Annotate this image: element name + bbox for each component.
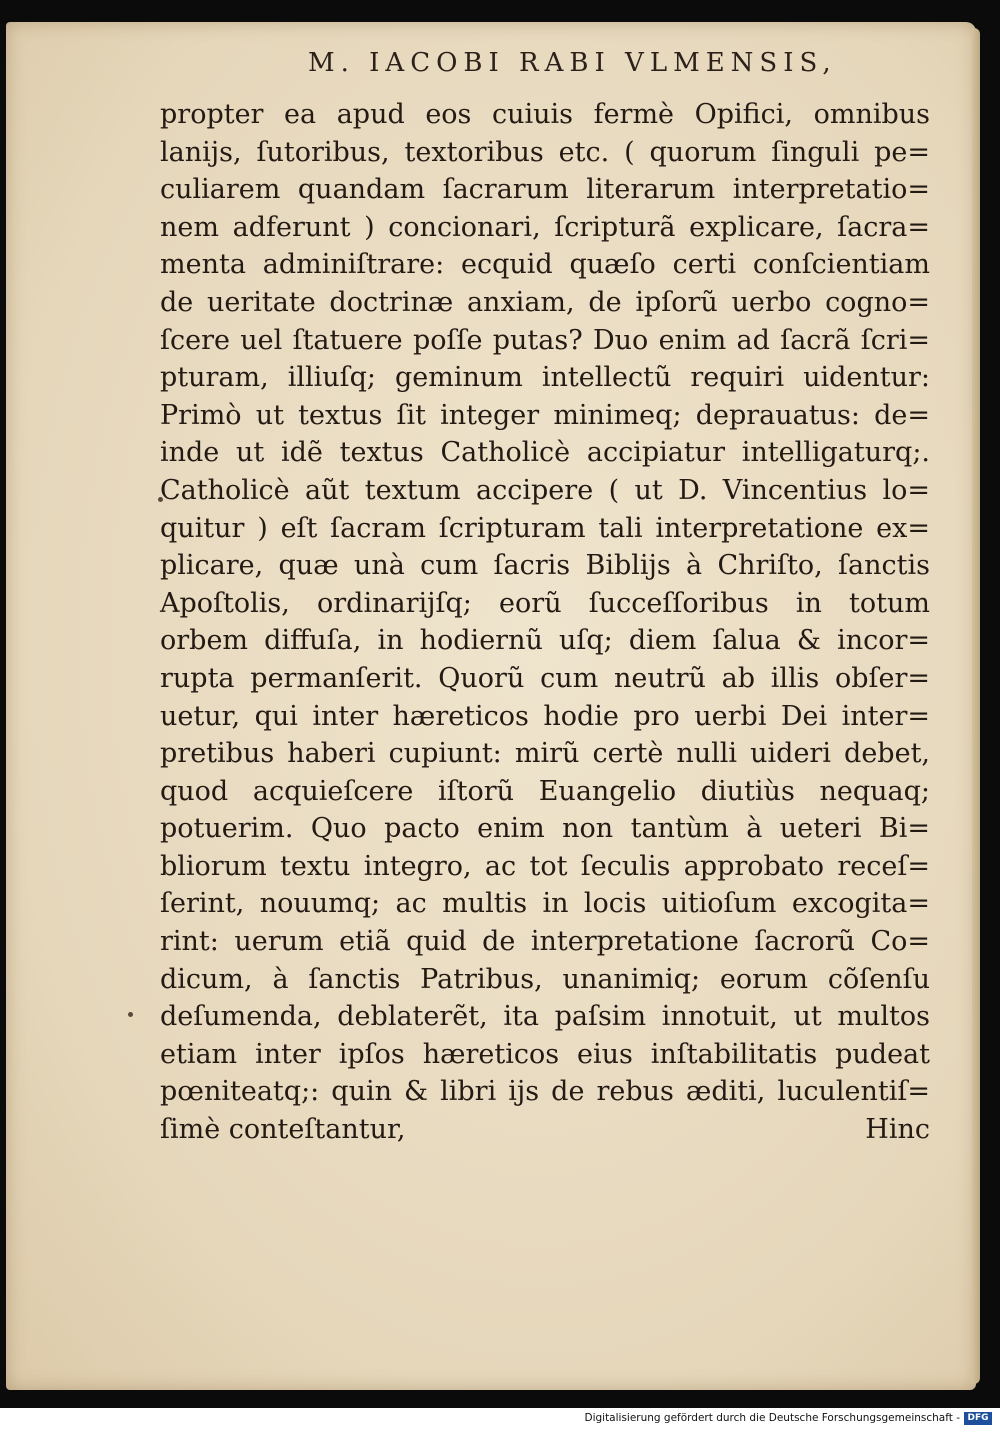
footer-bar [0,1408,1000,1430]
text-line: ſerint, nouumq; ac multis in locis uitioſum excogita= [160,888,930,920]
running-head: M. IACOBI RABI VLMENSIS, [308,48,837,78]
text-line: bliorum textu integro, ac tot ſeculis approbato receſ= [160,850,930,882]
text-line: quod acquieſcere iſtorũ Euangelio diutiùs nequaq; [160,775,930,807]
text-line: Apoſtolis, ordinarijſq; eorũ ſucceſſoribus in totum [160,587,930,619]
text-line: Catholicè aũt textum accipere ( ut D. Vincentius lo= [160,474,930,506]
text-line: uetur, qui inter hæreticos hodie pro uerbi Dei inter= [160,700,930,732]
text-line: orbem diffuſa, in hodiernũ uſq; diem ſalua & incor= [160,625,930,657]
text-line: quitur ) eſt ſacram ſcripturam tali interpretatione ex= [160,512,930,544]
text-line: plicare, quæ unà cum ſacris Biblijs à Chriſto, ſanctis [160,550,930,582]
text-line: culiarem quandam ſacrarum literarum interpretatio= [160,174,930,206]
text-line: de ueritate doctrinæ anxiam, de ipſorũ uerbo cogno= [160,286,930,318]
text-line: rupta permanſerit. Quorũ cum neutrũ ab illis obſer= [160,662,930,694]
text-line: potuerim. Quo pacto enim non tantùm à ueteri Bi= [160,813,930,845]
catchword: Hinc [865,1114,930,1146]
page-edge [972,28,980,1384]
text-line: ſcere uel ſtatuere poſſe putas? Duo enim ad ſacrã ſcri= [160,324,930,356]
text-line: propter ea apud eos cuiuis fermè Opifici, omnibus [160,99,930,130]
text-block [160,96,930,1149]
text-line: menta adminiſtrare: ecquid quæſo certi conſcientiam [160,249,930,281]
margin-mark [128,1012,133,1017]
text-line: pturam, illiuſq; geminum intellectũ requiri uidentur: [160,362,930,394]
text-line [160,1111,930,1149]
text-line: rint: uerum etiã quid de interpretatione ſacrorũ Co= [160,926,930,958]
text-line: etiam inter ipſos hæreticos eius inſtabilitatis pudeat [160,1038,930,1070]
text-line: deſumenda, deblaterẽt, ita paſsim innotuit, ut multos [160,1001,930,1033]
text-line: inde ut idẽ textus Catholicè accipiatur intelligaturq;. [160,437,930,469]
text-line: pretibus haberi cupiunt: mirũ certè nulli uideri debet, [160,738,930,770]
text-line: pœniteatq;: quin & libri ijs de rebus æditi, luculentiſ= [160,1076,930,1108]
text-line: lanijs, ſutoribus, textoribus etc. ( quorum ſinguli pe= [160,136,930,168]
text-line: nem adferunt ) concionari, ſcripturã explicare, ſacra= [160,211,930,243]
digitization-credit: Digitalisierung gefördert durch die Deutsche Forschungsgemeinschaft - [584,1412,960,1424]
dfg-logo: DFG [964,1412,992,1425]
text-line: Primò ut textus ſit integer minimeq; deprauatus: de= [160,399,930,431]
text-line-content: ſimè conteſtantur, [160,1114,406,1146]
text-line: dicum, à ſanctis Patribus, unanimiq; eorum cõſenſu [160,963,930,995]
